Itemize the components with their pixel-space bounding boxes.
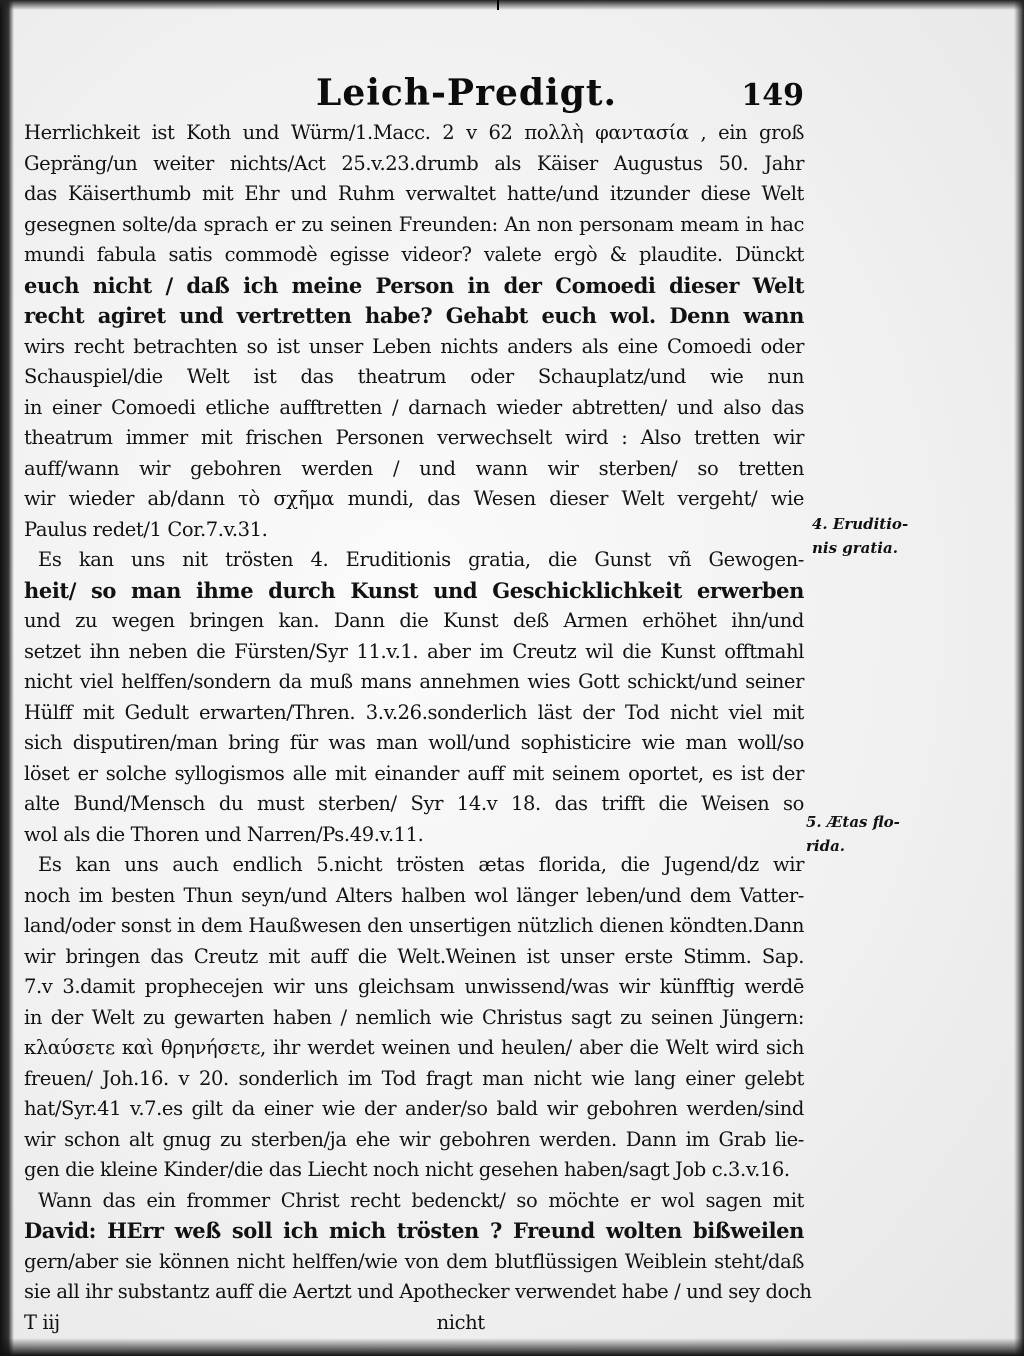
text-line: wir bringen das Creutz mit auff die Welt.Weinen ist unser erste Stimm. Sap. bbox=[24, 944, 804, 968]
text-line: löset er solche syllogismos alle mit einander auff mit seinem oportet, es ist der bbox=[24, 761, 804, 785]
text-line: 7.v 3.damit prophecejen wir uns gleichsam unwissend/was wir künfftig werdē bbox=[24, 975, 804, 998]
text-line: gern/aber sie können nicht helffen/wie von dem blutflüssigen Weiblein steht/daß bbox=[24, 1249, 804, 1273]
text-line: in der Welt zu gewarten haben / nemlich wie Christus sagt zu seinen Jüngern: bbox=[24, 1005, 804, 1029]
margin-note-aetas-florida: 5. Ætas flo- rida. bbox=[806, 813, 900, 855]
page-number: 149 bbox=[741, 78, 804, 113]
text-line: auff/wann wir gebohren werden / und wann wir sterben/ so tretten bbox=[24, 456, 804, 480]
text-line: euch nicht / daß ich meine Person in der Comoedi dieser Welt bbox=[24, 272, 804, 298]
text-line: alte Bund/Mensch du must sterben/ Syr 14.v 18. das trifft die Weisen so bbox=[24, 792, 804, 815]
text-line: wir schon alt gnug zu sterben/ja ehe wir gebohren werden. Dann im Grab lie- bbox=[24, 1127, 804, 1151]
text-line: setzet ihn neben die Fürsten/Syr 11.v.1. aber im Creutz wil die Kunst offtmahl bbox=[24, 639, 804, 663]
text-line: wol als die Thoren und Narren/Ps.49.v.11. bbox=[24, 822, 424, 846]
page-header bbox=[24, 72, 804, 116]
text-line: wirs recht betrachten so ist unser Leben nichts anders als eine Comoedi oder bbox=[24, 334, 804, 358]
text-line: Wann das ein frommer Christ recht bedenckt/ so möchte er wol sagen mit bbox=[38, 1188, 804, 1212]
text-line: land/oder sonst in dem Haußwesen den unsertigen nützlich dienen köndten.Dann bbox=[24, 914, 804, 937]
text-line: recht agiret und vertretten habe? Gehabt euch wol. Denn wann bbox=[24, 303, 804, 328]
text-line: in einer Comoedi etliche aufftretten / darnach wieder abtretten/ und also das bbox=[24, 395, 804, 419]
page-edge-shadow-left bbox=[0, 0, 14, 1356]
text-line: hat/Syr.41 v.7.es gilt da einer wie der ander/so bald wir gebohren werden/sind bbox=[24, 1097, 804, 1120]
page-edge-shadow-bottom bbox=[0, 1338, 1024, 1356]
text-line: Es kan uns auch endlich 5.nicht trösten ætas florida, die Jugend/dz wir bbox=[38, 853, 804, 876]
text-line: gen die kleine Kinder/die das Liecht noch nicht gesehen haben/sagt Job c.3.v.16. bbox=[24, 1158, 790, 1181]
text-line: wir wieder ab/dann τὸ σχῆμα mundi, das Wesen dieser Welt vergeht/ wie bbox=[24, 487, 804, 510]
text-line: das Käiserthumb mit Ehr und Ruhm verwaltet hatte/und itzunder diese Welt bbox=[24, 182, 804, 205]
text-line: κλαύσετε καὶ θρηνήσετε, ihr werdet weinen und heulen/ aber die Welt wird sich bbox=[24, 1036, 804, 1059]
text-line: und zu wegen bringen kan. Dann die Kunst deß Armen erhöhet ihn/und bbox=[24, 609, 804, 632]
text-line: Gepräng/un weiter nichts/Act 25.v.23.drumb als Käiser Augustus 50. Jahr bbox=[24, 151, 804, 175]
text-line: sie all ihr substantz auff die Aertzt und Apothecker verwendet habe / und sey doch bbox=[24, 1280, 812, 1303]
text-line: David: HErr weß soll ich mich trösten ? Freund wolten bißweilen bbox=[24, 1218, 804, 1243]
text-line: mundi fabula satis commodè egisse videor? valete ergò & plaudite. Dünckt bbox=[24, 243, 804, 266]
margin-note-eruditionis: 4. Eruditio- nis gratia. bbox=[812, 515, 909, 557]
text-line: Schauspiel/die Welt ist das theatrum oder Schauplatz/und wie nun bbox=[24, 365, 804, 388]
text-line: noch im besten Thun seyn/und Alters halben wol länger leben/und dem Vatter- bbox=[24, 883, 804, 907]
text-line: Hülff mit Gedult erwarten/Thren. 3.v.26.sonderlich läst der Tod nicht viel mit bbox=[24, 700, 804, 724]
text-line: gesegnen solte/da sprach er zu seinen Freunden: An non personam meam in hac bbox=[24, 212, 804, 236]
catchword-line: T iij nicht bbox=[24, 1310, 485, 1334]
text-line: sich disputiren/man bring für was man woll/und sophisticire wie man woll/so bbox=[24, 731, 804, 754]
page-edge-shadow-top bbox=[0, 0, 1024, 10]
text-line: Herrlichkeit ist Koth und Würm/1.Macc. 2 v 62 πολλὴ φαντασία , ein groß bbox=[24, 121, 804, 144]
text-line: theatrum immer mit frischen Personen verwechselt wird : Also tretten wir bbox=[24, 426, 804, 449]
page-edge-shadow-right bbox=[1014, 0, 1024, 1356]
text-line: Es kan uns nit trösten 4. Eruditionis gratia, die Gunst vñ Gewogen- bbox=[38, 548, 804, 571]
text-line: nicht viel helffen/sondern da muß mans annehmen wies Gott schickt/und seiner bbox=[24, 670, 804, 693]
text-line: freuen/ Joh.16. v 20. sonderlich im Tod fragt man nicht wie lang einer gelebt bbox=[24, 1066, 804, 1090]
running-title: Leich-Predigt. bbox=[316, 72, 618, 114]
scan-mark bbox=[497, 0, 499, 10]
text-line: Paulus redet/1 Cor.7.v.31. bbox=[24, 517, 268, 541]
text-line: heit/ so man ihme durch Kunst und Geschicklichkeit erwerben bbox=[24, 577, 804, 603]
body-text bbox=[24, 118, 812, 1338]
